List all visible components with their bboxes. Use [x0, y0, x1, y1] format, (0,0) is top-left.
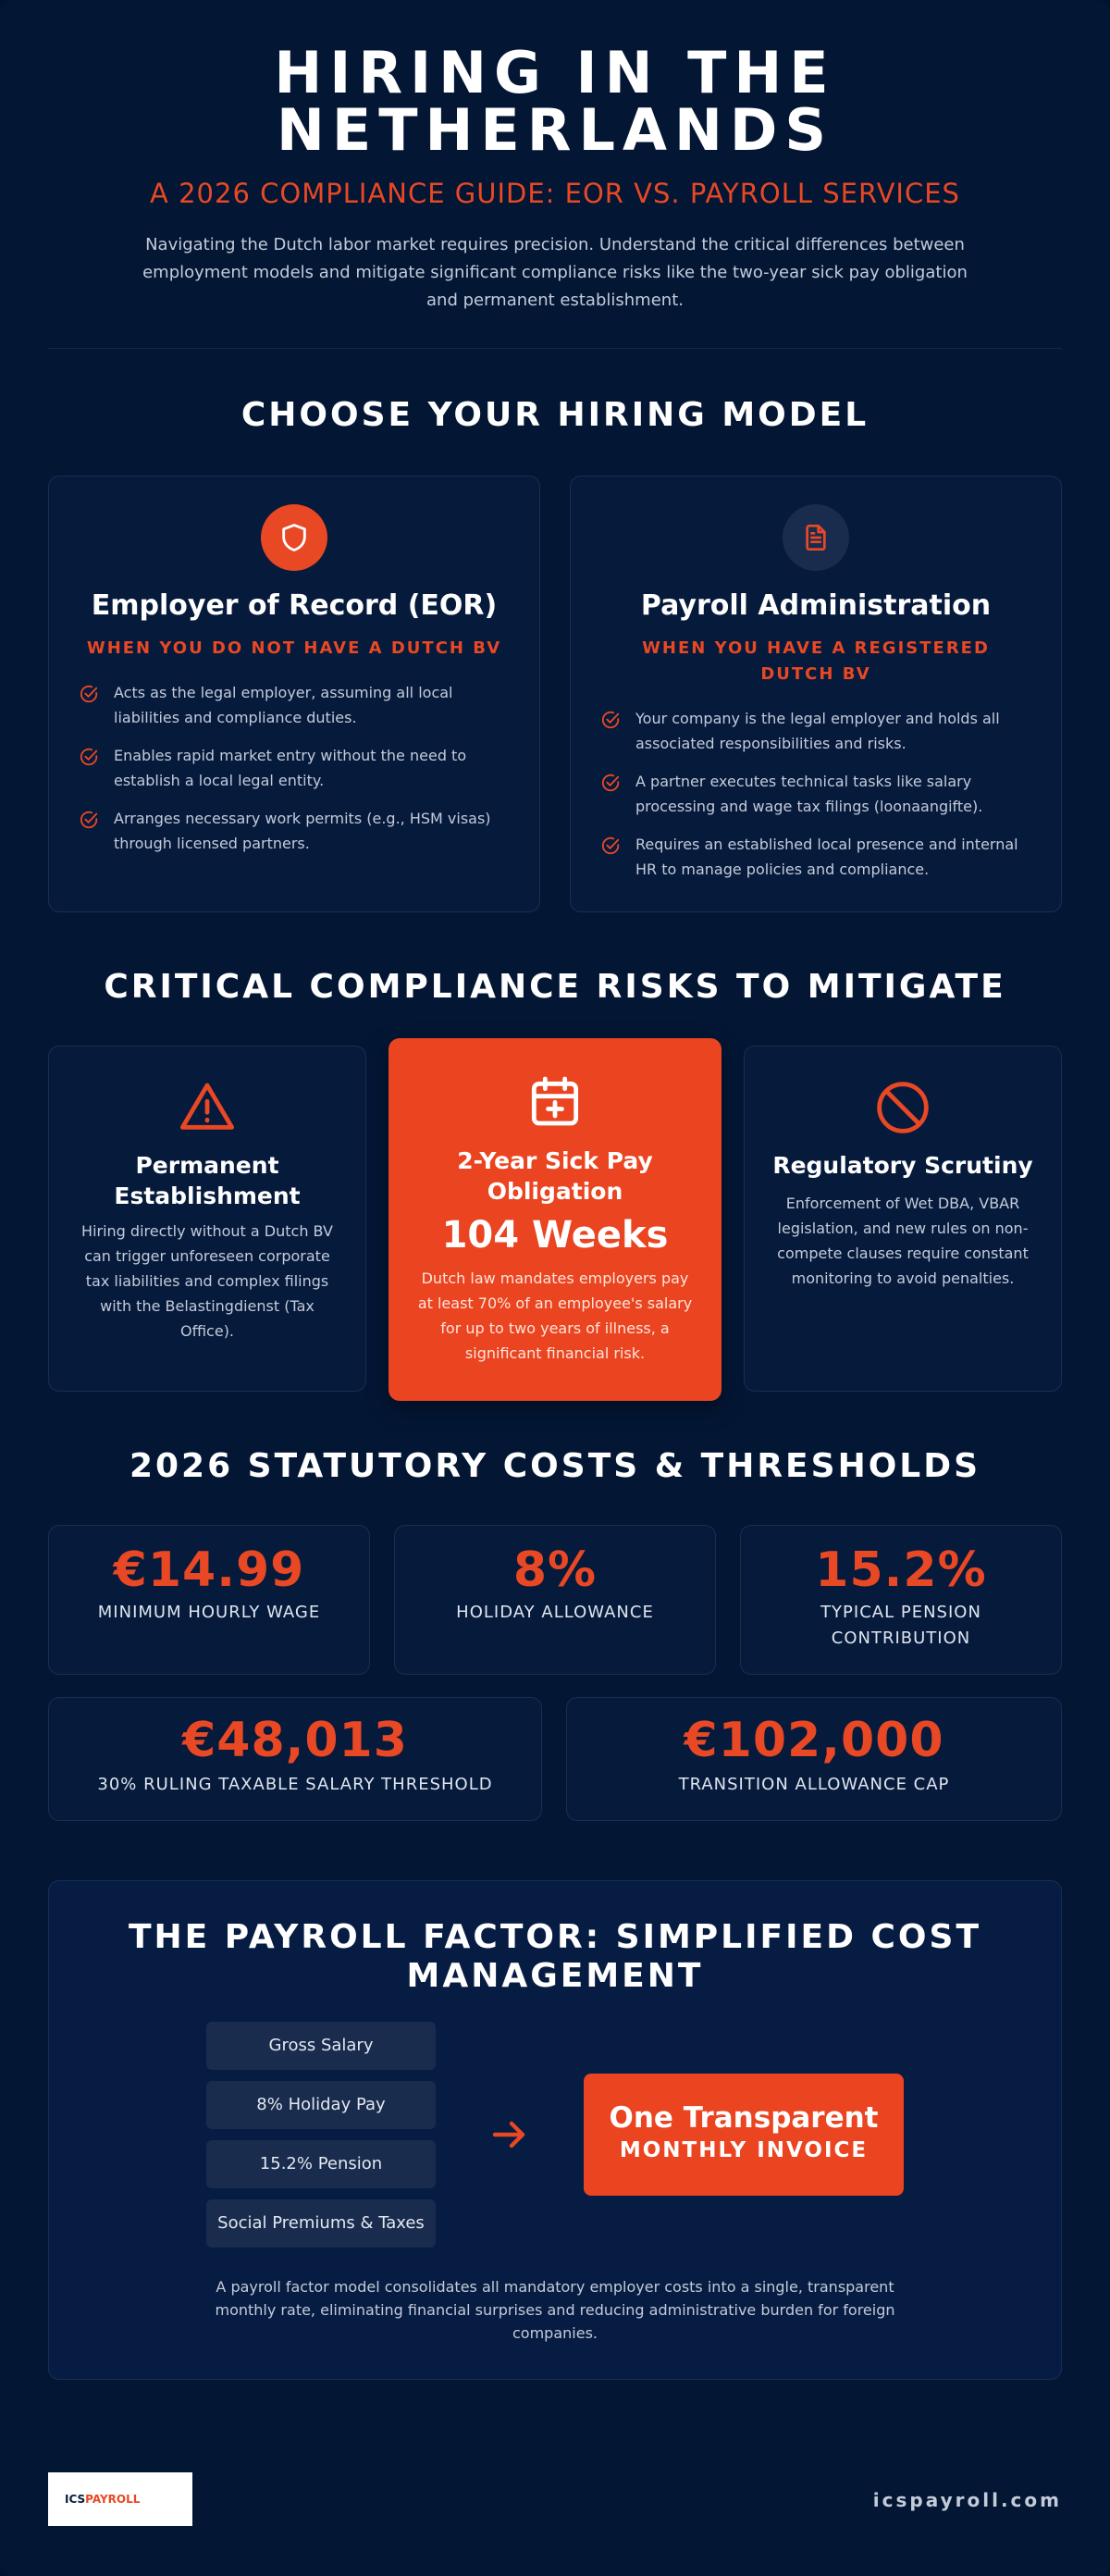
cost-item-holiday-pay: 8% Holiday Pay [206, 2081, 436, 2129]
cost-item-gross-salary: Gross Salary [206, 2022, 436, 2070]
bullet-text: Requires an established local presence and internal HR to manage policies and compliance. [635, 836, 1018, 878]
risk-text: Dutch law mandates employers pay at least 70% of an employee's salary for up to two years of illness, a significant financial risk. [417, 1269, 693, 1362]
risk-card-regulatory-scrutiny [744, 1046, 1062, 1392]
cost-item-pension: 15.2% Pension [206, 2140, 436, 2188]
divider [48, 348, 1062, 349]
logo-text-ics: ICS [65, 2493, 86, 2506]
sick-pay-weeks: 104 Weeks [441, 1214, 669, 1257]
check-circle-icon [79, 684, 99, 704]
check-circle-icon [79, 810, 99, 830]
risk-title: Permanent Establishment [114, 1152, 301, 1209]
risk-card-permanent-establishment [48, 1046, 366, 1392]
stat-label: TRANSITION ALLOWANCE CAP [678, 1775, 950, 1794]
stat-card-30-ruling [48, 1697, 542, 1821]
stat-card-holiday-allowance [394, 1525, 716, 1675]
risk-text: Enforcement of Wet DBA, VBAR legislation, and new rules on non-compete clauses require constant monitoring to avoid penalties. [777, 1195, 1029, 1287]
payroll-factor-panel [48, 1880, 1062, 2380]
monthly-invoice-box [584, 2074, 904, 2196]
section-title-costs: 2026 STATUTORY COSTS & THRESHOLDS [129, 1447, 981, 1485]
check-circle-icon [600, 710, 621, 730]
list-item [600, 706, 1033, 756]
check-circle-icon [79, 747, 99, 767]
payroll-admin-title: Payroll Administration [640, 589, 992, 622]
section-title-hiring-model: CHOOSE YOUR HIRING MODEL [240, 396, 870, 434]
shield-icon [261, 504, 327, 571]
payroll-admin-card [570, 476, 1062, 912]
stat-card-transition-allowance [566, 1697, 1062, 1821]
arrow-right-icon [487, 2112, 532, 2157]
risk-card-sick-pay [388, 1038, 722, 1401]
intro-text: Navigating the Dutch labor market requires precision. Understand the critical differences between employment models and mitigate significant compliance risks like the two-year sick pay obligation and permanent establishment. [142, 235, 968, 310]
bullet-text: Enables rapid market entry without the need to establish a local legal entity. [114, 747, 467, 789]
page-title: HIRING IN THE NETHERLANDS [274, 39, 836, 164]
list-item [79, 806, 512, 856]
eor-card [48, 476, 540, 912]
list-item [79, 743, 512, 793]
bullet-text: Acts as the legal employer, assuming all local liabilities and compliance duties. [114, 684, 453, 726]
logo-text-payroll: PAYROLL [85, 2493, 141, 2506]
warning-icon [178, 1078, 237, 1137]
payroll-admin-bullet-list [600, 706, 1033, 895]
stat-value: €102,000 [684, 1713, 944, 1768]
stat-value: €48,013 [182, 1713, 408, 1768]
stat-value: 15.2% [815, 1542, 987, 1598]
bullet-text: A partner executes technical tasks like salary processing and wage tax filings (loonaangifte). [635, 773, 983, 815]
stat-value: 8% [512, 1542, 598, 1598]
section-title-risks: CRITICAL COMPLIANCE RISKS TO MITIGATE [104, 968, 1006, 1006]
prohibited-icon [873, 1078, 932, 1137]
risk-title: Regulatory Scrutiny [772, 1152, 1033, 1179]
bullet-text: Your company is the legal employer and holds all associated responsibilities and risks. [635, 710, 1000, 752]
eor-title: Employer of Record (EOR) [91, 589, 498, 622]
stat-label: TYPICAL PENSION CONTRIBUTION [820, 1603, 981, 1648]
document-icon [783, 504, 849, 571]
list-item [600, 832, 1033, 882]
stat-card-pension [740, 1525, 1062, 1675]
payroll-factor-description: A payroll factor model consolidates all mandatory employer costs into a single, transparent monthly rate, eliminating financial surprises and reducing administrative burden for foreign companies. [215, 2278, 895, 2342]
list-item [600, 769, 1033, 819]
check-circle-icon [600, 836, 621, 856]
eor-tag: WHEN YOU DO NOT HAVE A DUTCH BV [86, 638, 502, 658]
stat-card-minimum-wage [48, 1525, 370, 1675]
stat-label: HOLIDAY ALLOWANCE [456, 1603, 654, 1622]
invoice-line2: MONTHLY INVOICE [619, 2138, 869, 2162]
calendar-medical-icon [525, 1071, 585, 1131]
stat-value: €14.99 [113, 1542, 305, 1598]
payroll-factor-title: THE PAYROLL FACTOR: SIMPLIFIED COST MANAGEMENT [128, 1918, 982, 1995]
website-link[interactable]: icspayroll.com [872, 2489, 1062, 2511]
cost-item-social-premiums: Social Premiums & Taxes [206, 2199, 436, 2248]
check-circle-icon [600, 773, 621, 793]
invoice-line1: One Transparent [609, 2101, 879, 2135]
risk-title: 2-Year Sick Pay Obligation [457, 1147, 653, 1205]
company-logo[interactable] [48, 2472, 192, 2526]
risk-text: Hiring directly without a Dutch BV can trigger unforeseen corporate tax liabilities and complex filings with the Belastingdienst (Tax Office). [81, 1222, 333, 1340]
page-subtitle: A 2026 COMPLIANCE GUIDE: EOR VS. PAYROLL SERVICES [150, 178, 960, 209]
bullet-text: Arranges necessary work permits (e.g., HSM visas) through licensed partners. [114, 810, 491, 852]
stat-label: MINIMUM HOURLY WAGE [97, 1603, 321, 1622]
stat-label: 30% RULING TAXABLE SALARY THRESHOLD [97, 1775, 493, 1794]
payroll-admin-tag: WHEN YOU HAVE A REGISTERED DUTCH BV [642, 638, 990, 684]
eor-bullet-list [79, 680, 512, 869]
list-item [79, 680, 512, 730]
header [0, 0, 1110, 349]
